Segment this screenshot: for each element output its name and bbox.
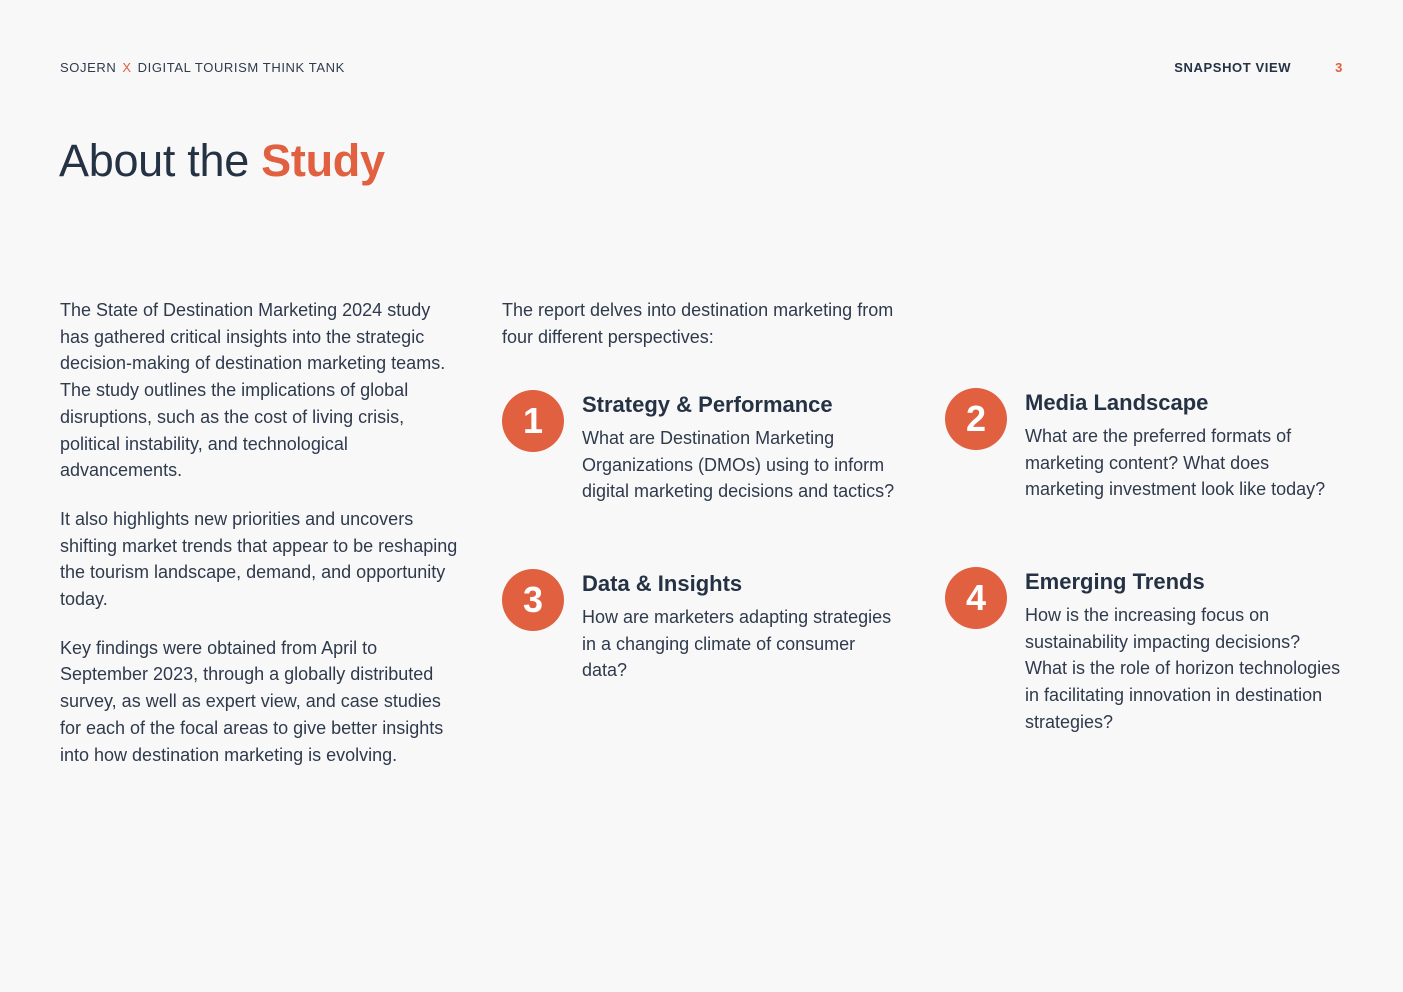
intro-paragraph: Key findings were obtained from April to September 2023, through a globally distributed survey, as well as expert view, and case studies for each of the focal areas to give better insights into how destination marketing is evolving. xyxy=(60,637,444,765)
intro-paragraph: The State of Destination Marketing 2024 study has gathered critical insights into the strategic decision-making of destination marketing teams. The study outlines the implications of global disruptions, such as the cost of living crisis, political instability, and technological advancements. xyxy=(60,300,446,481)
intro-column xyxy=(60,297,460,790)
perspective-text xyxy=(1025,567,1345,736)
page-header-right xyxy=(1174,60,1343,75)
perspectives-intro: The report delves into destination marketing from four different perspectives: xyxy=(502,300,894,347)
brand-separator: X xyxy=(122,60,132,75)
perspective-title: Media Landscape xyxy=(1025,390,1209,415)
number-badge: 4 xyxy=(945,567,1007,629)
page-title-accent: Study xyxy=(261,135,385,186)
perspective-body: What are Destination Marketing Organizations (DMOs) using to inform digital marketing decisions and tactics? xyxy=(582,428,895,502)
number-badge: 2 xyxy=(945,388,1007,450)
page-title xyxy=(59,135,385,187)
report-brand-line xyxy=(60,60,345,75)
intro-paragraph: It also highlights new priorities and uncovers shifting market trends that appear to be reshaping the tourism landscape, demand, and opportunity today. xyxy=(60,508,458,610)
perspective-title: Data & Insights xyxy=(582,571,743,596)
brand-dttt: DIGITAL TOURISM THINK TANK xyxy=(137,60,345,75)
number-badge: 1 xyxy=(502,390,564,452)
perspective-text xyxy=(582,569,902,684)
page-title-plain: About the xyxy=(59,135,262,186)
page-number: 3 xyxy=(1335,60,1343,75)
section-label: SNAPSHOT VIEW xyxy=(1174,60,1292,75)
perspective-title: Emerging Trends xyxy=(1025,569,1205,594)
perspective-text xyxy=(582,390,902,505)
perspective-title: Strategy & Performance xyxy=(582,392,833,417)
perspective-body: How is the increasing focus on sustainability impacting decisions? What is the role of horizon technologies in facilitating innovation in destination strategies? xyxy=(1025,605,1341,732)
perspective-text xyxy=(1025,388,1345,503)
brand-sojern: SOJERN xyxy=(60,60,117,75)
number-badge: 3 xyxy=(502,569,564,631)
perspective-body: How are marketers adapting strategies in a changing climate of consumer data? xyxy=(582,607,892,681)
perspective-body: What are the preferred formats of marketing content? What does marketing investment look like today? xyxy=(1025,426,1326,500)
